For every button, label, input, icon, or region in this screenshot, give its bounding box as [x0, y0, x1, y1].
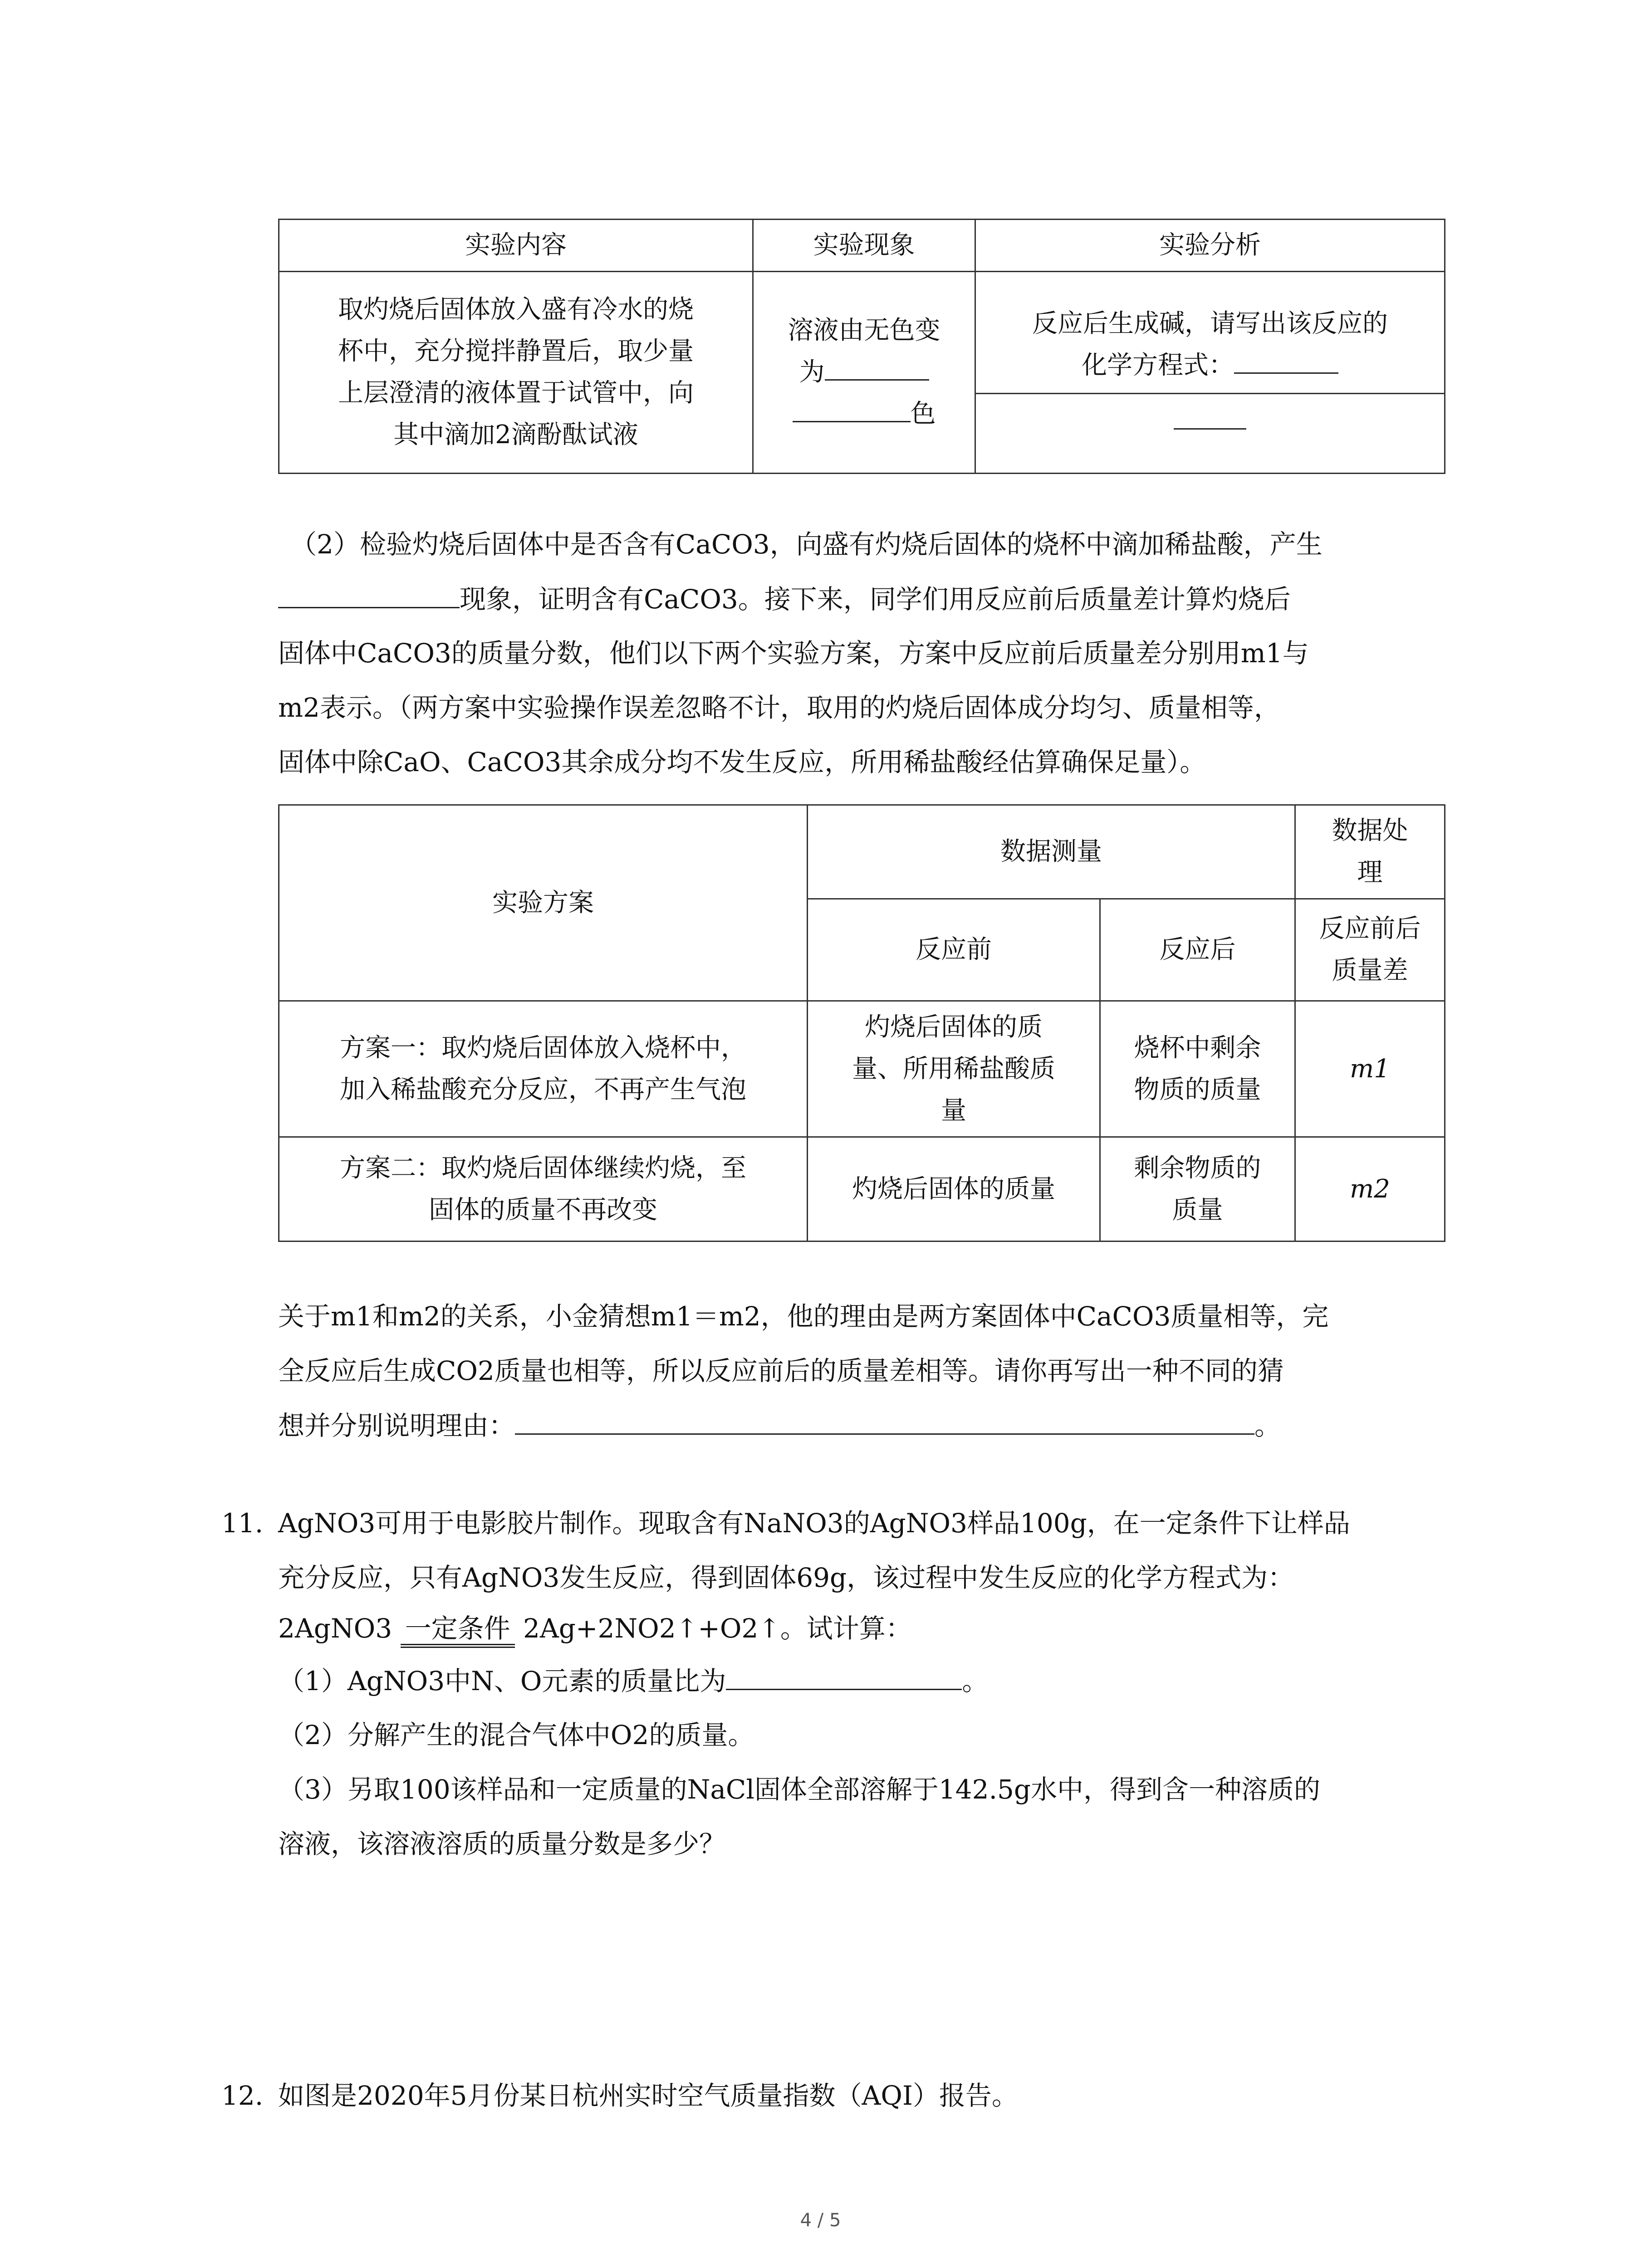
- before-cell: 灼烧后固体的质量: [808, 1137, 1100, 1242]
- text-segment: 。: [1254, 1410, 1281, 1441]
- table-header: 实验分析: [975, 220, 1445, 272]
- text-line: （2）检验灼烧后固体中是否含有CaCO3，向盛有灼烧后固体的烧杯中滴加稀盐酸，产生: [290, 529, 1323, 560]
- table-header: [1295, 899, 1445, 1001]
- cell-text: 固体的质量不再改变: [429, 1195, 657, 1225]
- diff-cell: [1295, 1137, 1445, 1242]
- table-row: [279, 1001, 1445, 1137]
- cell-text: 取灼烧后固体放入盛有冷水的烧: [338, 295, 694, 324]
- table-header: [1295, 805, 1445, 899]
- cell-text: 反应后生成碱，请写出该反应的: [1032, 308, 1388, 338]
- table-header-row: [279, 805, 1445, 899]
- cell-text: 方案一：取灼烧后固体放入烧杯中，: [340, 1033, 746, 1063]
- equation-right: 2Ag+2NO2↑+O2↑。试计算：: [523, 1613, 912, 1644]
- analysis-cell: [975, 272, 1445, 474]
- before-cell: [808, 1001, 1100, 1137]
- answer-line: [976, 393, 1444, 394]
- after-cell: [1100, 1001, 1295, 1137]
- cell-text: 方案二：取灼烧后固体继续灼烧，至: [340, 1153, 746, 1183]
- cell-text: 溶液由无色变: [788, 316, 941, 345]
- text-line: （3）另取100该样品和一定质量的NaCl固体全部溶解于142.5g水中，得到含一种溶质的: [278, 1774, 1321, 1805]
- plan-cell: [279, 1001, 808, 1137]
- plan-cell: [279, 1137, 808, 1242]
- cell-text: 灼烧后固体的质: [865, 1012, 1043, 1042]
- answer-blank[interactable]: [515, 1407, 1254, 1435]
- chemical-equation: [278, 1610, 912, 1647]
- cell-text: 量: [941, 1095, 966, 1125]
- text-line: 固体中CaCO3的质量分数，他们以下两个实验方案，方案中反应前后质量差分别用m1与: [278, 638, 1309, 669]
- text-line: [278, 581, 1291, 617]
- text-line: 如图是2020年5月份某日杭州实时空气质量指数（AQI）报告。: [278, 2080, 1018, 2111]
- cell-text: 上层澄清的液体置于试管中，向: [338, 378, 694, 408]
- table-row: [279, 272, 1445, 474]
- text-line: 关于m1和m2的关系，小金猜想m1＝m2，他的理由是两方案固体中CaCO3质量相等，完: [278, 1301, 1329, 1332]
- text-line: 固体中除CaO、CaCO3其余成分均不发生反应，所用稀盐酸经估算确保足量）。: [278, 747, 1206, 777]
- text-segment: 。: [962, 1666, 989, 1696]
- text-line: （2）分解产生的混合气体中O2的质量。: [278, 1720, 754, 1750]
- cell-text: 烧杯中剩余: [1134, 1033, 1261, 1063]
- text-line: m2表示。（两方案中实验操作误差忽略不计，取用的灼烧后固体成分均匀、质量相等，: [278, 692, 1280, 723]
- cell-text: 加入稀盐酸充分反应，不再产生气泡: [340, 1075, 746, 1105]
- experiment-table-2: [278, 804, 1445, 1242]
- table-header: 数据测量: [808, 805, 1295, 899]
- answer-blank[interactable]: [1174, 403, 1246, 430]
- cell-text: 杯中，充分搅拌静置后，取少量: [338, 337, 694, 366]
- text-line: [278, 1407, 1281, 1444]
- text-line: [278, 1662, 988, 1699]
- after-cell: [1100, 1137, 1295, 1242]
- table-row: [279, 1137, 1445, 1242]
- cell-text: 其中滴加2滴酚酞试液: [393, 420, 638, 450]
- equation-left: 2AgNO3: [278, 1613, 392, 1644]
- cell-text: 质量差: [1332, 956, 1408, 985]
- text-segment: （1）AgNO3中N、O元素的质量比为: [278, 1666, 726, 1696]
- cell-text: 剩余物质的: [1134, 1153, 1261, 1183]
- variable-m2: m2: [1350, 1174, 1390, 1204]
- variable-m1: m1: [1350, 1054, 1390, 1084]
- equation-condition: 一定条件: [401, 1613, 515, 1648]
- cell-text: 为: [799, 357, 825, 387]
- answer-blank[interactable]: [726, 1662, 962, 1690]
- text-line: 充分反应，只有AgNO3发生反应，得到固体69g，该过程中发生反应的化学方程式为：: [278, 1562, 1294, 1593]
- cell-text: 质量: [1172, 1195, 1223, 1225]
- cell-text: 色: [910, 399, 936, 429]
- cell-text: 化学方程式：: [1082, 350, 1234, 380]
- phenomenon-cell: [753, 272, 975, 474]
- table-header-row: [279, 220, 1445, 272]
- text-line: AgNO3可用于电影胶片制作。现取含有NaNO3的AgNO3样品100g，在一定条件下让样品: [278, 1508, 1350, 1539]
- question-number: 12.: [221, 2080, 264, 2111]
- question-number: 11.: [221, 1508, 264, 1539]
- page-number: 4 / 5: [800, 2210, 841, 2231]
- answer-blank[interactable]: [793, 396, 911, 422]
- text-segment: 想并分别说明理由：: [278, 1410, 515, 1441]
- cell-text: 量、所用稀盐酸质: [852, 1054, 1055, 1084]
- answer-blank[interactable]: [278, 581, 460, 608]
- text-line: 全反应后生成CO2质量也相等，所以反应前后的质量差相等。请你再写出一种不同的猜: [278, 1355, 1284, 1386]
- text-line: 溶液，该溶液溶质的质量分数是多少？: [278, 1828, 726, 1859]
- cell-text: 理: [1357, 858, 1383, 887]
- experiment-table-1: [278, 219, 1445, 474]
- cell-text: 反应前后: [1319, 914, 1421, 943]
- table-header: 实验内容: [279, 220, 753, 272]
- table-header: 实验方案: [279, 805, 808, 1001]
- answer-blank[interactable]: [1234, 347, 1338, 374]
- table-header: 反应前: [808, 899, 1100, 1001]
- answer-blank[interactable]: [825, 354, 929, 381]
- text-segment: 现象，证明含有CaCO3。接下来，同学们用反应前后质量差计算灼烧后: [460, 584, 1291, 615]
- cell-text: 物质的质量: [1134, 1075, 1261, 1105]
- diff-cell: [1295, 1001, 1445, 1137]
- table-header: 反应后: [1100, 899, 1295, 1001]
- table-header: 实验现象: [753, 220, 975, 272]
- cell-text: 数据处: [1332, 816, 1408, 846]
- experiment-content-cell: [279, 272, 753, 474]
